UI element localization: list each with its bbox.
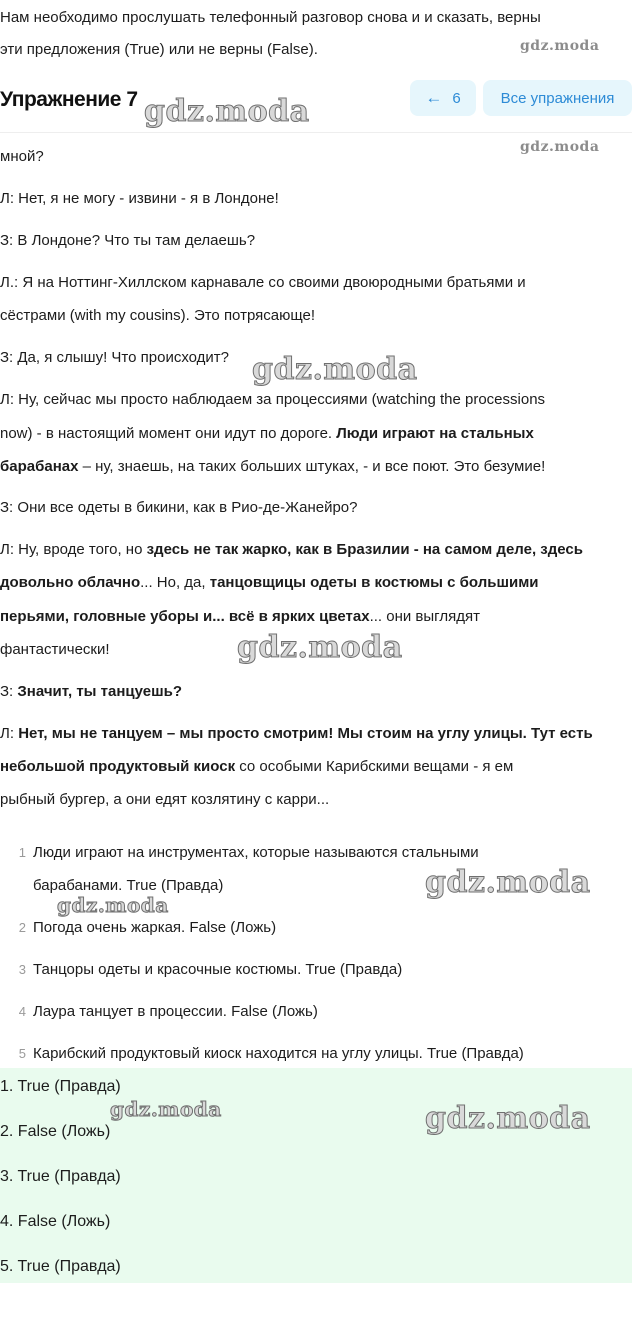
statement-number: 3 (18, 962, 26, 977)
dialogue-line: Л.: Я на Ноттинг-Хиллском карнавале со своими двоюродными братьями и (0, 274, 526, 291)
watermark-logo: gdz.moda (57, 893, 169, 917)
exercise-header (0, 74, 632, 133)
dialogue-line (0, 457, 545, 477)
watermark-logo: gdz.moda (237, 630, 403, 665)
intro-line-1: Нам необходимо прослушать телефонный разговор снова и и сказать, верны (0, 9, 541, 26)
answer-item: 4. False (Ложь) (0, 1213, 111, 1230)
dialogue-line (0, 682, 182, 702)
dialogue-line: З: В Лондоне? Что ты там делаешь? (0, 232, 256, 249)
watermark-logo: gdz.moda (520, 38, 600, 54)
dialogue-highlight: довольно облачно (0, 574, 141, 591)
dialogue-highlight: перьями, головные уборы и... всё в ярких цветах (0, 608, 370, 625)
dialogue-line (0, 757, 513, 777)
dialogue-line: Л: Нет, я не могу - извини - я в Лондоне! (0, 190, 279, 207)
dialogue-text: ... Но, да, (140, 574, 210, 591)
statement-item: Люди играют на инструментах, которые называются стальными (33, 844, 479, 861)
watermark-logo: gdz.moda (110, 1097, 222, 1121)
dialogue-text: Л: (0, 725, 19, 742)
dialogue-highlight: небольшой продуктовый киоск (0, 758, 236, 775)
dialogue-line: З: Да, я слышу! Что происходит? (0, 349, 230, 366)
prev-exercise-button[interactable] (410, 80, 476, 116)
dialogue-highlight: Значит, ты танцуешь? (17, 683, 182, 700)
statement-number: 1 (18, 845, 26, 860)
dialogue-line (0, 724, 593, 744)
dialogue-line (0, 607, 480, 627)
all-exercises-button[interactable]: Все упражнения (483, 80, 632, 116)
statement-item: Карибский продуктовый киоск находится на углу улицы. True (Правда) (33, 1045, 524, 1062)
dialogue-line: Л: Ну, сейчас мы просто наблюдаем за процессиями (watching the processions (0, 391, 546, 408)
statement-item: Лаура танцует в процессии. False (Ложь) (33, 1003, 318, 1020)
watermark-logo: gdz.moda (425, 865, 591, 900)
dialogue-text: Л: Ну, вроде того, но (0, 541, 147, 558)
dialogue-line: сёстрами (with my cousins). Это потрясающе! (0, 307, 316, 324)
dialogue-text: now) - в настоящий момент они идут по дороге. (0, 425, 337, 442)
watermark-logo: gdz.moda (520, 139, 600, 155)
watermark-logo: gdz.moda (252, 352, 418, 387)
dialogue-line: З: Они все одеты в бикини, как в Рио-де-Жанейро? (0, 499, 358, 516)
statement-item: барабанами. True (Правда) (33, 877, 224, 894)
dialogue-text: со особыми Карибскими вещами - я ем (235, 758, 514, 775)
dialogue-highlight: Люди играют на стальных (336, 425, 534, 442)
statement-item: Погода очень жаркая. False (Ложь) (33, 919, 277, 936)
statement-item: Танцоры одеты и красочные костюмы. True (Правда) (33, 961, 403, 978)
dialogue-text: З: (0, 683, 18, 700)
dialogue-highlight: Нет, мы не танцуем – мы просто смотрим! Мы стоим на углу улицы. Тут есть (18, 725, 593, 742)
answer-item: 3. True (Правда) (0, 1168, 121, 1185)
page-title: Упражнение 7 (0, 88, 138, 111)
dialogue-line: рыбный бургер, а они едят козлятину с карри... (0, 791, 330, 808)
answer-item: 1. True (Правда) (0, 1078, 121, 1095)
statement-number: 2 (18, 920, 26, 935)
statement-number: 4 (18, 1004, 26, 1019)
dialogue-line: фантастически! (0, 641, 110, 658)
dialogue-text: ... они выглядят (369, 608, 480, 625)
statement-number: 5 (18, 1046, 26, 1061)
arrow-left-icon: ← (425, 88, 443, 107)
dialogue-highlight: здесь не так жарко, как в Бразилии - на самом деле, здесь (146, 541, 583, 558)
watermark-logo: gdz.moda (144, 94, 310, 129)
watermark-logo: gdz.moda (425, 1101, 591, 1136)
dialogue-line (0, 540, 583, 560)
dialogue-line (0, 424, 534, 444)
dialogue-highlight: барабанах (0, 458, 79, 475)
dialogue-text: – ну, знаешь, на таких больших штуках, - и все поют. Это безумие! (78, 458, 546, 475)
prev-exercise-label: 6 (452, 89, 461, 107)
intro-line-2: эти предложения (True) или не верны (False). (0, 41, 318, 58)
dialogue-line (0, 573, 539, 593)
dialogue-highlight: танцовщицы одеты в костюмы с большими (209, 574, 539, 591)
answer-item: 2. False (Ложь) (0, 1123, 111, 1140)
answer-item: 5. True (Правда) (0, 1258, 121, 1275)
dialogue-line: мной? (0, 148, 44, 165)
